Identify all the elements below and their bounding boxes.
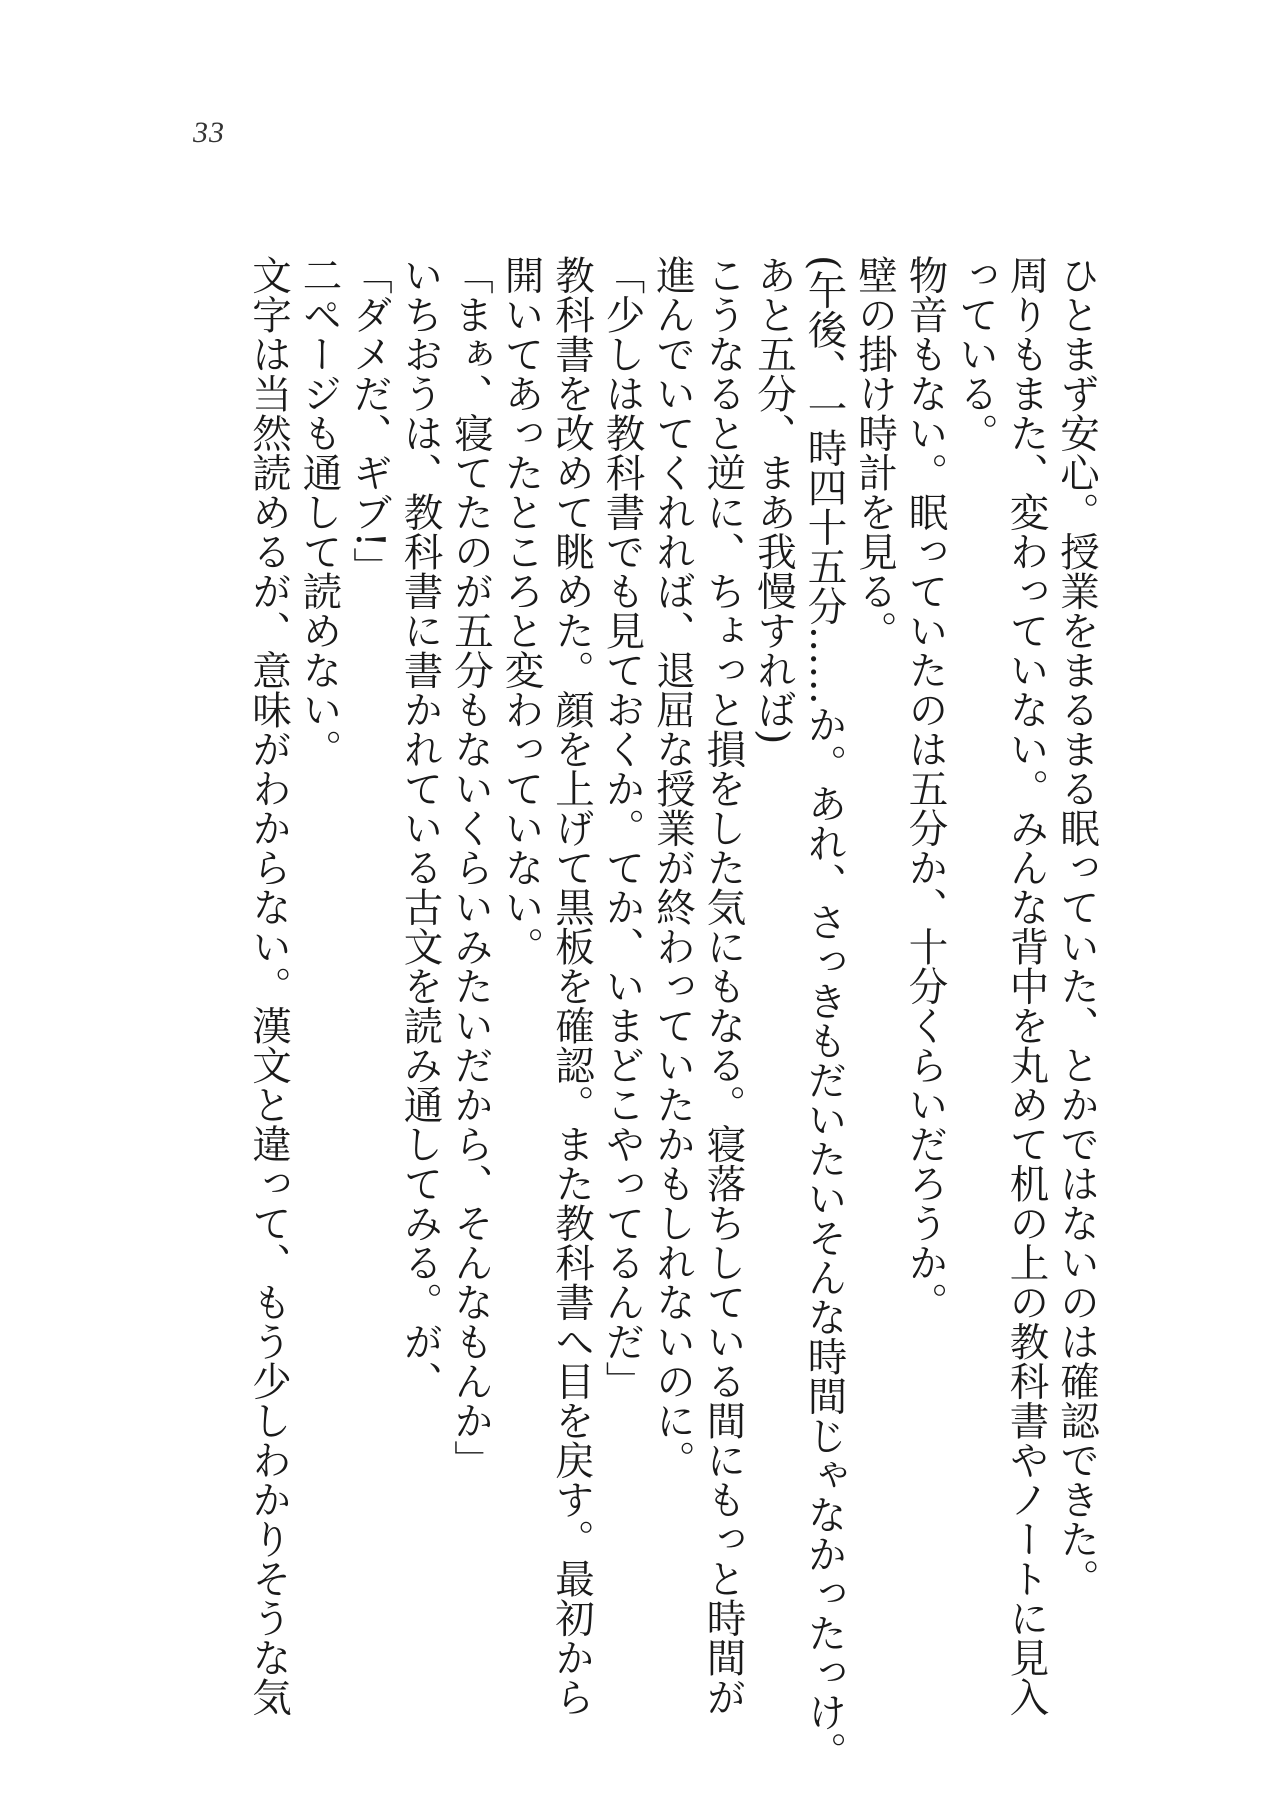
text-line: 「少しは教科書でも見ておくか。てか、いまどこやってるんだ」 (599, 255, 646, 1401)
text-line: 「ダメだ、ギブ!」 (347, 255, 393, 587)
text-line: 教科書を改めて眺めた。顔を上げて黒板を確認。また教科書へ目を戻す。最初から (549, 255, 595, 1717)
text-line: 物音もない。眠っていたのは五分か、十分くらいだろうか。 (902, 255, 949, 1322)
page-number: 33 (193, 116, 225, 149)
vertical-text-body (172, 255, 1102, 1772)
text-line: いちおうは、教科書に書かれている古文を読み通してみる。が、 (397, 255, 444, 1401)
text-line: ひとまず安心。授業をまるまる眠っていた、とかではないのは確認できた。 (1054, 255, 1100, 1598)
text-line: あと五分、まあ我慢すれば) (751, 255, 797, 745)
text-line: 二ページも通して読めない。 (296, 255, 343, 769)
text-line: 開いてあったところと変わっていない。 (498, 255, 545, 966)
text-line: 「まぁ、寝てたのが五分もないくらいみたいだから、そんなもんか」 (448, 255, 494, 1480)
text-line: (午後、一時四十五分……か。あれ、さっきもだいたいそんな時間じゃなかったっけ。 (801, 255, 848, 1772)
text-line: っている。 (953, 255, 999, 453)
text-line: 壁の掛け時計を見る。 (852, 255, 898, 650)
text-line: 文字は当然読めるが、意味がわからない。漢文と違って、もう少しわかりそうな気 (246, 255, 292, 1717)
text-line: こうなると逆に、ちょっと損をした気にもなる。寝落ちしている間にもっと時間が (700, 255, 747, 1717)
text-line: 周りもまた、変わっていない。みんな背中を丸めて机の上の教科書やノートに見入 (1003, 255, 1050, 1717)
text-line: 進んでいてくれれば、退屈な授業が終わっていたかもしれないのに。 (650, 255, 696, 1480)
